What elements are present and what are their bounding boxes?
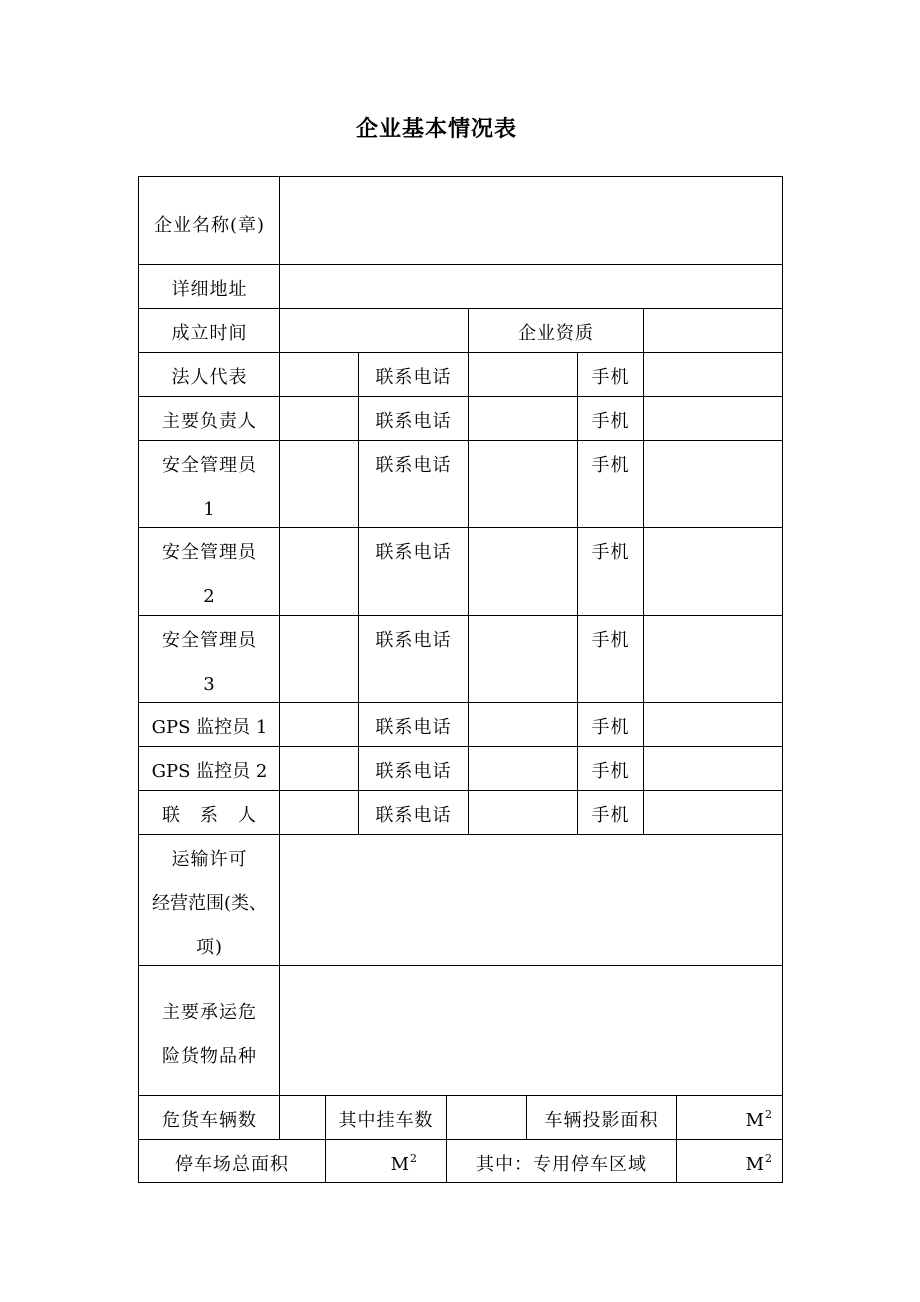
qualification-label: 企业资质 [518,323,594,344]
mobile-label: 手机 [591,455,630,476]
contact-person-label: 联 系 人 [162,805,257,826]
mobile-label: 手机 [591,542,630,563]
address-field[interactable] [280,265,782,308]
parking-total-label: 停车场总面积 [175,1154,289,1175]
phone-label: 联系电话 [375,411,452,432]
phone-label: 联系电话 [375,805,452,826]
cargo-types-field[interactable] [280,966,782,1095]
phone-label: 联系电话 [375,367,452,388]
phone-label: 联系电话 [375,542,452,563]
page-title: 企业基本情况表 [355,117,517,142]
company-name-label: 企业名称(章) [153,215,266,236]
projected-area-label: 车辆投影面积 [544,1110,659,1131]
phone-label: 联系电话 [375,455,452,476]
safety-manager-2-label: 安全管理员 [162,542,257,563]
mobile-label: 手机 [591,761,630,782]
permit-label-line1: 运输许可 [171,849,248,870]
parking-total-unit: $M^2$ [390,1152,418,1175]
safety-manager-3-label: 安全管理员 [162,630,257,651]
mobile-label: 手机 [591,717,630,738]
legal-rep-label: 法人代表 [171,367,248,388]
parking-dedicated-unit: $M^2$ [745,1152,773,1175]
permit-label-line3: 项) [195,937,224,958]
address-label: 详细地址 [171,279,248,300]
mobile-label: 手机 [591,630,630,651]
permit-scope-field[interactable] [280,835,782,965]
company-name-field[interactable] [280,177,782,264]
permit-label-line2: 经营范围(类、 [151,893,268,914]
phone-label: 联系电话 [375,630,452,651]
gps-monitor-2-label: GPS 监控员 2 [151,761,268,782]
phone-label: 联系电话 [375,717,452,738]
qualification-field[interactable] [644,309,782,352]
main-person-label: 主要负责人 [162,411,257,432]
safety-manager-2-number: 2 [203,586,216,607]
projected-area-unit: $M^2$ [745,1108,773,1131]
phone-label: 联系电话 [375,761,452,782]
cargo-label-line1: 主要承运危 [162,1002,257,1023]
safety-manager-1-label: 安全管理员 [162,455,257,476]
gps-monitor-1-label: GPS 监控员 1 [151,717,268,738]
safety-manager-1-number: 1 [203,499,216,520]
mobile-label: 手机 [591,367,630,388]
vehicles-label: 危货车辆数 [162,1110,257,1131]
safety-manager-3-number: 3 [203,674,216,695]
mobile-label: 手机 [591,411,630,432]
cargo-label-line2: 险货物品种 [162,1046,257,1067]
mobile-label: 手机 [591,805,630,826]
parking-dedicated-label: 其中：专用停车区域 [476,1154,647,1175]
founded-field[interactable] [280,309,468,352]
founded-label: 成立时间 [171,323,248,344]
trailers-label: 其中挂车数 [338,1110,434,1131]
